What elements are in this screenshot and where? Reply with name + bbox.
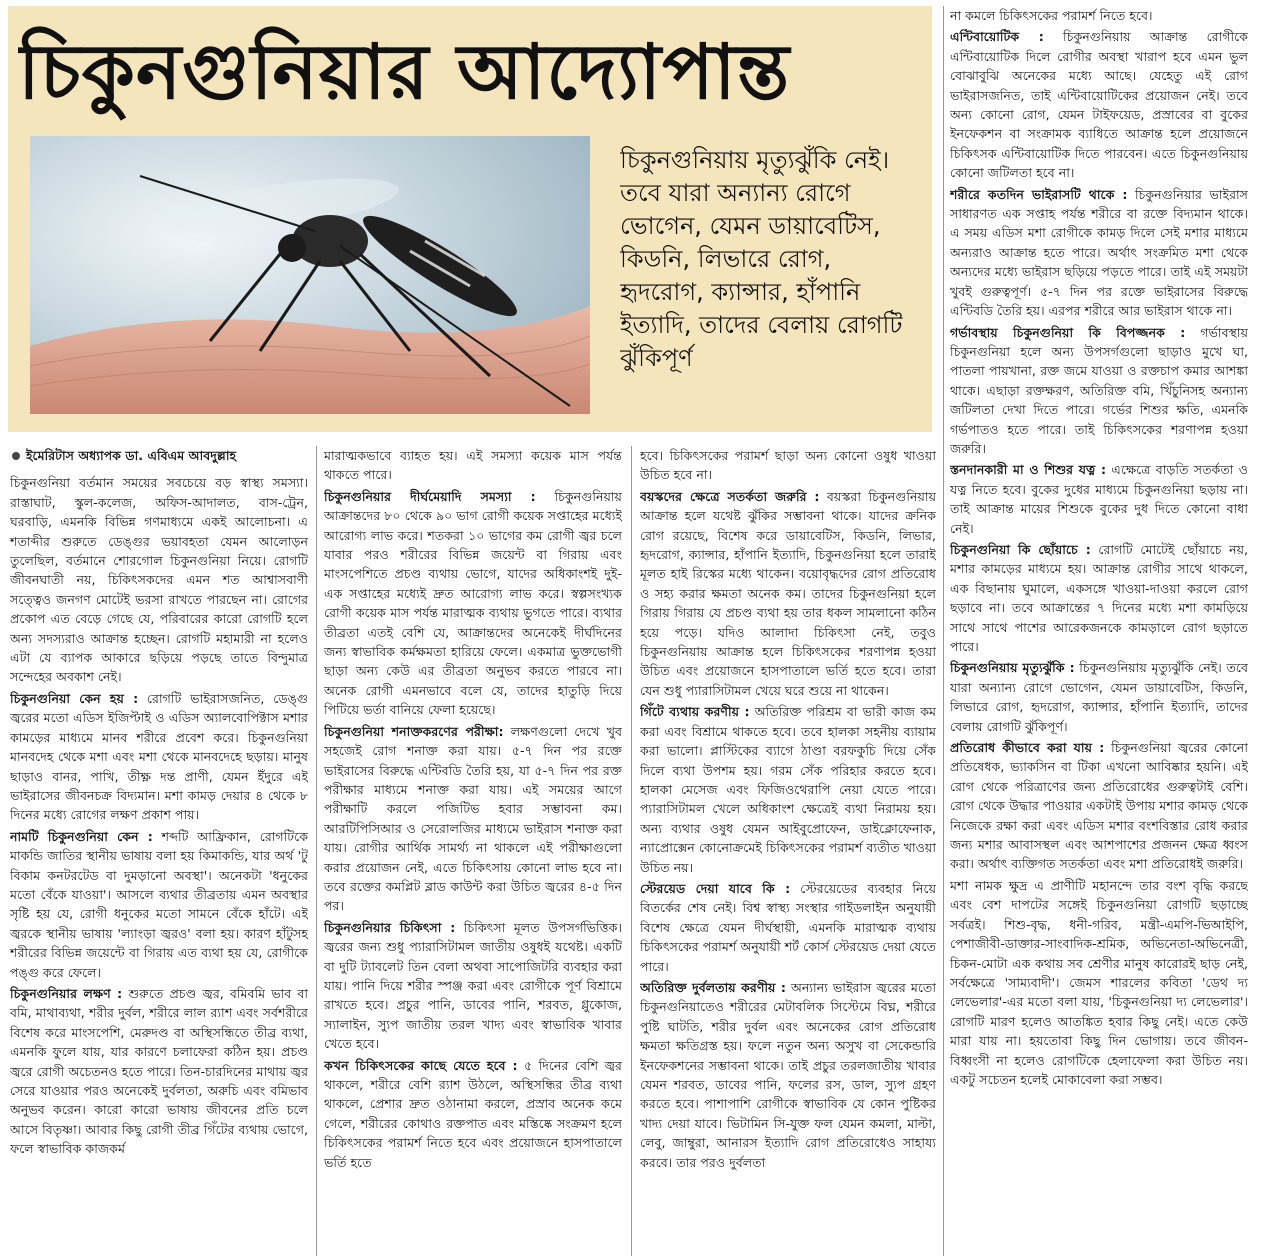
column-body (10, 473, 308, 1158)
paragraph (324, 446, 622, 485)
paragraph (950, 460, 1248, 538)
mosquito-illustration (30, 136, 590, 414)
column-body (640, 446, 936, 1172)
article-column-3 (640, 446, 936, 1256)
paragraph (10, 689, 308, 825)
paragraph-text: হবে। চিকিৎসকের পরামর্শ ছাড়া অন্য কোনো ওষুধ খাওয়া উচিত হবে না। (640, 448, 936, 483)
section-heading: নামটি চিকুনগুনিয়া কেন : (10, 828, 153, 844)
section-heading: কখন চিকিৎসকের কাছে যেতে হবে : (324, 1057, 518, 1073)
section-heading: স্তনদানকারী মা ও শিশুর যত্ন : (950, 462, 1106, 478)
section-heading: অতিরিক্ত দুর্বলতায় করণীয় : (640, 979, 786, 995)
paragraph-text: না কমলে চিকিৎসকের পরামর্শ নিতে হবে। (950, 8, 1153, 23)
column-divider (943, 6, 944, 1256)
section-heading: চিকুনগুনিয়া কি ছোঁয়াচে : (950, 541, 1091, 557)
section-heading: গর্ভাবস্থায় চিকুনগুনিয়া কি বিপজ্জনক : (950, 324, 1186, 340)
section-heading: চিকুনগুনিয়ার লক্ষণ : (10, 985, 123, 1001)
section-heading: চিকুনগুনিয়ার দীর্ঘমেয়াদি সমস্যা : (324, 488, 536, 504)
article-column-2 (324, 446, 622, 1256)
paragraph (640, 446, 936, 485)
paragraph-text: স্টেরয়েডের ব্যবহার নিয়ে বিতর্কের শেষ নেই। বিশ্ব স্বাস্থ্য সংস্থার গাইডলাইন অনুযায়ী বিশেষ ক্ষেত্রে যেমন দীর্ঘস্থায়ী, এমনকি মারাত্মক ব্যথায় চিকিৎসকের পরামর্শ অনুযায়ী শর্ট কোর্স স্টেরয়েড দেয়া যেতে পারে। (640, 880, 936, 974)
byline-text: ইমেরিটাস অধ্যাপক ডা. এবিএম আবদুল্লাহ (26, 448, 237, 463)
paragraph (950, 738, 1248, 874)
article-column-1 (10, 446, 308, 1256)
byline (10, 446, 308, 465)
mosquito-photo (30, 136, 590, 414)
section-heading: চিকুনগুনিয়া শনাক্তকরণের পরীক্ষা: (324, 723, 504, 739)
paragraph (324, 487, 622, 720)
paragraph (640, 879, 936, 976)
paragraph (10, 827, 308, 982)
paragraph-text: এক্ষেত্রে বাড়তি সতর্কতা ও যত্ন নিতে হবে। বুকের দুধের মাধ্যমে চিকুনগুনিয়া ছড়ায় না। তাই আক্রান্ত মায়ের শিশুকে বুকের দুধ দিতে কোনো বাধা নেই। (950, 462, 1248, 536)
paragraph (950, 323, 1248, 459)
section-heading: বয়স্কদের ক্ষেত্রে সতর্কতা জরুরি : (640, 488, 820, 504)
section-heading: চিকুনগুনিয়ায় মৃত্যুঝুঁকি : (950, 660, 1075, 676)
paragraph (950, 27, 1248, 182)
paragraph-text: অতিরিক্ত পরিশ্রম বা ভারী কাজ কম করা এবং বিশ্রামে থাকতে হবে। তবে হালকা সহনীয় ব্যায়াম করা ভালো। প্লাস্টিকের ব্যাগে ঠাণ্ডা বরফকুচি দিয়ে সেঁক দিলে ব্যথা উপশম হয়। গরম সেঁক পরিহার করতে হবে। হালকা মেসেজ এবং ফিজিওথেরাপি নেয়া যেতে পারে। প্যারাসিটামল খেলে অধিকাংশ ক্ষেত্রেই ব্যথা নিরাময় হয়। অন্য ব্যথার ওষুধ যেমন আইবুপ্রোফেন, ডাইক্লোফেনাক, ন্যাপ্রোক্সেন কোনোক্রমেই চিকিৎসকের পরামর্শ ব্যতীত খাওয়া উচিত নয়। (640, 704, 936, 875)
column-divider (631, 446, 632, 1256)
bullet-icon (12, 452, 20, 460)
paragraph-text: চিকুনগুনিয়ার ভাইরাস সাধারণত এক সপ্তাহ পর্যন্ত শরীরে বা রক্তে বিদ্যমান থাকে। এ সময় এডিস মশা রোগীকে কামড় দিলে সেই মশার মাধ্যমে অন্যরাও আক্রান্ত হতে পারে। অর্থাৎ সংক্রমিত মশা থেকে অন্যদের মধ্যে ভাইরাস ছড়িয়ে পড়তে পারে। তাই এই সময়টা খুবই গুরুত্বপূর্ণ। ৫-৭ দিন পর রক্তে ভাইরাসের বিরুদ্ধে এন্টিবডি তৈরি হয়। এরপর শরীরে আর ভাইরাস থাকে না। (950, 186, 1248, 319)
paragraph (640, 487, 936, 700)
paragraph-text: চিকুনগুনিয়া জ্বরের কোনো প্রতিষেধক, ভ্যাকসিন বা টিকা এখনো আবিষ্কার হয়নি। এই রোগ থেকে পরিত্রাণের জন্য প্রতিরোধের গুরুত্বটাই বেশি। রোগ থেকে উদ্ধার পাওয়ার একটাই উপায় মশার কামড় থেকে নিজেকে রক্ষা করা এবং এডিস মশার বংশবিস্তার রোধ করার জন্য মশার আবাসস্থল এবং আশপাশের প্রজনন ক্ষেত্র ধ্বংস করা। অর্থাৎ ব্যক্তিগত সতর্কতা এবং মশা প্রতিরোধই জরুরি। (950, 740, 1248, 872)
column-divider (316, 446, 317, 1256)
section-heading: চিকুনগুনিয়া কেন হয় : (10, 690, 139, 706)
paragraph-text: চিকিৎসা মূলত উপসর্গভিত্তিক। জ্বরের জন্য শুধু প্যারাসিটামল জাতীয় ওষুধই যথেষ্ট। একটি বা দুটি ট্যাবলেট তিন বেলা অথবা সাপোজিটরি ব্যবহার করা যায়। পানি দিয়ে শরীর স্পঞ্জ করা এবং রোগীকে পূর্ণ বিশ্রামে রাখতে হবে। প্রচুর পানি, ডাবের পানি, শরবত, গ্লুকোজ, স্যালাইন, স্যুপ জাতীয় তরল খাদ্য এবং স্বাভাবিক খাবার খেতে হবে। (324, 919, 622, 1052)
section-heading: শরীরে কতদিন ভাইরাসটি থাকে : (950, 186, 1128, 202)
article-header (8, 6, 932, 432)
paragraph-text: শুরুতে প্রচণ্ড জ্বর, বমিবমি ভাব বা বমি, মাথাব্যথা, শরীর দুর্বল, শরীরে লাল র‌্যাশ এবং সর্বশরীরে বিশেষ করে মাংসপেশি, মেরুদণ্ড বা অস্থিসন্ধিতে তীব্র ব্যথা, এমনকি ফুলে যায়, যার কারণে চলাফেরা কঠিন হয়। প্রচণ্ড জ্বরে রোগী অচেতনও হতে পারে। তিন-চারদিনের মাথায় জ্বর সেরে যাওয়ার পরও অনেকেই দুর্বলতা, অরুচি এবং বমিভাব অনুভব করেন। কারো কারো ভাষায় জীবনের প্রতি চলে আসে বিতৃষ্ণা। আবার কিছু রোগী তীব্র গিঁটের ব্যথায় ভোগে, ফলে স্বাভাবিক কাজকর্ম (10, 985, 308, 1157)
paragraph (640, 702, 936, 877)
paragraph-text: ৫ দিনের বেশি জ্বর থাকলে, শরীরে বেশি র‌্যাশ উঠলে, অস্থিসন্ধির তীব্র ব্যথা থাকলে, প্রেশার দ্রুত ওঠানামা করলে, প্রস্রাব অনেক কমে গেলে, শরীরের কোথাও রক্তপাত এবং মস্তিষ্কে সংক্রমণ হলে চিকিৎসকের পরামর্শ নিতে হবে এবং প্রয়োজনে হাসপাতালে ভর্তি হতে (324, 1057, 622, 1170)
paragraph-text: অন্যান্য ভাইরাস জ্বরের মতো চিকুনগুনিয়াতেও শরীরের মেটাবলিক সিস্টেমে বিঘ্ন, শরীরে পুষ্টি ঘাটতি, শরীর দুর্বল এবং অনেকের রোগ প্রতিরোধ ক্ষমতা ক্ষতিগ্রস্ত হয়। ফলে নতুন অন্য অসুখ বা সেকেন্ডারি ইনফেকশনের সম্ভাবনা থাকে। তাই প্রচুর তরলজাতীয় খাবার যেমন শরবত, ডাবের পানি, ফলের রস, ডাল, স্যুপ গ্রহণ করতে হবে। পাশাপাশি রোগীকে স্বাভাবিক যে কোন পুষ্টিকর খাদ্য দেয়া যাবে। ভিটামিন সি-যুক্ত ফল যেমন কমলা, মাল্টা, লেবু, জাম্বুরা, আনারস ইত্যাদি রোগ প্রতিরোধেও সাহায্য করবে। তার পরও দুর্বলতা (640, 979, 936, 1170)
paragraph-text: রোগটি মোটেই ছোঁয়াচে নয়, মশার কামড়ের মাধ্যমে হয়। আক্রান্ত রোগীর সাথে থাকলে, এক বিছানায় ঘুমালে, একসঙ্গে খাওয়া-দাওয়া করলে রোগ ছড়াবে না। তবে আক্রান্তের ৭ দিনের মধ্যে মশা কামড়িয়ে সাথে সাথে পাশের আরেকজনকে কামড়ালে রোগ ছড়াতে পারে। (950, 541, 1248, 654)
section-heading: গিঁটে ব্যথায় করণীয় : (640, 704, 750, 720)
paragraph (950, 6, 1248, 25)
paragraph-text: মারাত্মকভাবে ব্যাহত হয়। এই সমস্যা কয়েক মাস পর্যন্ত থাকতে পারে। (324, 448, 622, 483)
paragraph-text: শব্দটি আফ্রিকান, রোগটিকে মাকন্ডি জাতির স্থানীয় ভাষায় বলা হয় কিমাকন্ডি, যার অর্থ 'টু বিকাম কনটরটেড বা দুমড়ানো অবস্থা'। অনেকটা 'ধনুকের মতো বেঁকে যাওয়া'। আসলে ব্যথার তীব্রতায় এমন অবস্থার সৃষ্টি হয় যে, রোগী ধনুকের মতো সামনে বেঁকে হাঁটে। এই জ্বরকে স্থানীয় ভাষায় 'ল্যাংড়া জ্বরও' বলা হয়। কারণ হাঁটুসহ শরীরের বিভিন্ন জয়েন্টে বা গিরায় এত ব্যথা হয় যে, রোগীকে পঙ্গু করে ফেলে। (10, 828, 308, 980)
paragraph-text: মশা নামক ক্ষুদ্র এ প্রাণীটি মহানন্দে তার বংশ বৃদ্ধি করছে এবং বেশ দাপটের সঙ্গেই চিকুনগুনিয়া রোগটি ছড়াচ্ছে সর্বত্রই। শিশু-বৃদ্ধ, ধনী-গরিব, মন্ত্রী-এমপি-ভিআইপি, পেশাজীবী-ডাক্তার-সাংবাদিক-শ্রমিক, অভিনেতা-অভিনেত্রী, চিকন-মোটা এক কথায় সব শ্রেণীর মানুষ কারোরই ছাড় নেই, সর্বক্ষেত্রে 'সাম্যবাদী'। জেমস শারলের কবিতা 'ডেথ দ্য লেভেলার'-এর মতো বলা যায়, 'চিকুনগুনিয়া দ্য লেভেলার'। রোগটি মারণ হলেও আতঙ্কিত হবার কিছু নেই। এতে কেউ মারা যায় না। হয়তোবা কিছু দিন ভোগায়। তবে জীবন-বিধ্বংসী না হলেও রোগটিকে হেলাফেলা করা উচিত নয়। একটু সচেতন হলেই মোকাবেলা করা সম্ভব। (950, 877, 1248, 1087)
callout-quote: চিকুনগুনিয়ায় মৃত্যুঝুঁকি নেই। তবে যারা অন্যান্য রোগে ভোগেন, যেমন ডায়াবেটিস, কিডনি, লিভারে রোগ, হৃদরোগ, ক্যান্সার, হাঁপানি ইত্যাদি, তাদের বেলায় রোগটি ঝুঁকিপূর্ণ (620, 146, 903, 372)
column-body (324, 446, 622, 1172)
paragraph (950, 658, 1248, 736)
section-heading: এন্টিবায়োটিক : (950, 29, 1044, 45)
paragraph-text: বয়স্করা চিকুনগুনিয়ায় আক্রান্ত হলে যথেষ্ট ঝুঁকির সম্ভাবনা থাকে। যাদের ক্রনিক রোগ রয়েছে, বিশেষ করে ডায়াবেটিস, কিডনি, লিভার, হৃদরোগ, ক্যান্সার, হাঁপানি ইত্যাদি, চিকুনগুনিয়া হলে তারাই মূলত হাই রিস্কের মধ্যে থাকেন। বয়োবৃদ্ধদের রোগ প্রতিরোধ ও সহ্য করার ক্ষমতা অনেক কম। তাদের চিকুনগুনিয়া হলে গিরায় গিরায় যে প্রচণ্ড ব্যথা হয় তার ধকল সামলানো কঠিন হয়ে পড়ে। যদিও আলাদা চিকিৎসা নেই, তবুও চিকুনগুনিয়ায় আক্রান্ত হলে চিকিৎসকের শরণাপন্ন হওয়া উচিত এবং প্রয়োজনে হাসপাতালে ভর্তি হতে হবে। তারা যেন শুধু প্যারাসিটামল খেয়ে ঘরে শুয়ে না থাকেন। (640, 488, 936, 698)
headline: চিকুনগুনিয়ার আদ্যোপান্ত (18, 27, 791, 116)
paragraph (324, 918, 622, 1054)
paragraph-text: লক্ষণগুলো দেখে খুব সহজেই রোগ শনাক্ত করা যায়। ৫-৭ দিন পর রক্তে ভাইরাসের বিরুদ্ধে এন্টিবডি তৈরি হয়, যা ৫-৭ দিন পর রক্ত পরীক্ষার মাধ্যমে শনাক্ত করা যায়। এই সময়ের আগে পরীক্ষাটি করলে পজিটিভ হবার সম্ভাবনা কম। আরটিপিসিআর ও সেরোলজির মাধ্যমে ভাইরাস শনাক্ত করা যায়। রোগীর আর্থিক সামর্থ্য না থাকলে এই পরীক্ষাগুলো করার প্রয়োজন নেই, এতে চিকিৎসায় কোনো লাভ হবে না। তবে রক্তের কমপ্লিট ব্লাড কাউন্ট করা উচিত জ্বরের ৪-৫ দিন পর। (324, 723, 622, 914)
paragraph (324, 722, 622, 916)
section-heading: প্রতিরোধ কীভাবে করা যায় : (950, 740, 1105, 756)
paragraph-text: চিকুনগুনিয়া বর্তমান সময়ের সবচেয়ে বড় স্বাস্থ্য সমস্যা। রাস্তাঘাট, স্কুল-কলেজ, অফিস-আদালত, বাস-ট্রেন, ঘরবাড়ি, এমনকি বিভিন্ন গণমাধ্যমে একই আলোচনা। এ শতাব্দীর শুরুতে ডেঙ্গুর ভয়াবহতা যেমন আলোড়ন তুলেছিল, বর্তমানে শোরগোল চিকুনগুনিয়া নিয়ে। রোগটি জীবনঘাতী নয়, চিকিৎসকদের এমন শত আশ্বাসবাণী সত্ত্বেও জনগণ মোটেই ভরসা রাখতে পারছেন না। রোগের প্রকোপ এত বেড়ে গেছে যে, পরিবারের কারো রোগটি হলে অন্য সদস্যরাও আক্রান্ত হচ্ছেন। রোগটি মহামারী না হলেও এটা যে ব্যাপক আকারে ছড়িয়ে পড়ছে তাতে বিন্দুমাত্র সন্দেহের অবকাশ নেই। (10, 475, 308, 685)
paragraph (324, 1056, 622, 1172)
paragraph-text: চিকুনগুনিয়ায় আক্রান্ত রোগীকে এন্টিবায়োটিক দিলে রোগীর অবস্থা খারাপ হবে এমন ভুল বোঝাবুঝি অনেকের মধ্যে আছে। যেহেতু এই রোগ ভাইরাসজনিত, তাই এন্টিবায়োটিকের প্রয়োজন নেই। তবে অন্য কোনো রোগ, যেমন টাইফয়েড, প্রস্রাবের বা বুকের ইনফেকশন বা সংক্রামক ব্যাধিতে আক্রান্ত হলে প্রয়োজনে চিকিৎসক এন্টিবায়োটিক দিতে পারবেন। এতে চিকুনগুনিয়ায় কোনো জটিলতা হবে না। (950, 29, 1248, 181)
paragraph (950, 876, 1248, 1089)
column-body (950, 6, 1248, 1089)
paragraph-text: গর্ভাবস্থায় চিকুনগুনিয়া হলে অন্য উপসর্গগুলো ছাড়াও মুখে ঘা, পাতলা পায়খানা, রক্ত জমে যাওয়া ও রক্তচাপ কমার আশঙ্কা থাকে। এছাড়া রক্তক্ষরণ, অতিরিক্ত বমি, খিঁচুনিসহ অন্যান্য জটিলতা দেখা দিতে পারে। গর্ভের শিশুর ক্ষতি, এমনকি গর্ভপাতও হতে পারে। তাই চিকিৎসকের শরণাপন্ন হওয়া জরুরি। (950, 324, 1248, 456)
paragraph-text: চিকুনগুনিয়ায় আক্রান্তদের ৮০ থেকে ৯০ ভাগ রোগী কয়েক সপ্তাহের মধ্যেই আরোগ্য লাভ করে। শতকরা ১০ ভাগের কম রোগী জ্বর চলে যাবার পরও শরীরের বিভিন্ন জয়েন্ট বা গিরায় এবং মাংসপেশিতে প্রচণ্ড ব্যথায় ভোগে, যাদের অধিকাংশই দুই-এক সপ্তাহের মধ্যেই দ্রুত আরোগ্য লাভ করে। স্বল্পসংখ্যক রোগী কয়েক মাস পর্যন্ত মারাত্মক ব্যথায় ভুগতে পারে। ব্যথার তীব্রতা এতই বেশি যে, আক্রান্তদের অনেকেই দীর্ঘদিনের জন্য স্বাভাবিক কর্মক্ষমতা হারিয়ে ফেলে। একমাত্র ভুক্তভোগী ছাড়া অন্য কেউ এর তীব্রতা অনুভব করতে পারবে না। অনেক রোগী এমনভাবে বলে যে, তাদের হাতুড়ি দিয়ে পিটিয়ে ভর্তা বানিয়ে ফেলা হয়েছে। (324, 488, 622, 718)
paragraph (640, 978, 936, 1172)
paragraph (10, 473, 308, 686)
paragraph-text: চিকুনগুনিয়ায় মৃত্যুঝুঁকি নেই। তবে যারা অন্যান্য রোগে ভোগেন, যেমন ডায়াবেটিস, কিডনি, লিভারে রোগ, হৃদরোগ, ক্যান্সার, হাঁপানি ইত্যাদি, তাদের বেলায় রোগটি ঝুঁকিপূর্ণ। (950, 660, 1248, 734)
article-column-4 (950, 6, 1248, 1256)
section-heading: চিকুনগুনিয়ার চিকিৎসা : (324, 919, 456, 935)
paragraph (950, 185, 1248, 321)
section-heading: স্টেরয়েড দেয়া যাবে কি : (640, 880, 791, 896)
paragraph (950, 540, 1248, 656)
paragraph-text: রোগটি ভাইরাসজনিত, ডেঙ্গু জ্বরের মতো এডিস ইজিপ্টাই ও এডিস অ্যালবোপিক্টাস মশার কামড়ের মাধ্যমে মানব শরীরে প্রবেশ করে। চিকুনগুনিয়া মানবদেহ থেকে মশা এবং মশা থেকে মানবদেহে ছড়ায়। মানুষ ছাড়াও বানর, পাখি, তীক্ষ্ণ দন্ত প্রাণী, যেমন ইঁদুরে এই ভাইরাসের জীবনচক্র বিদ্যমান। মশা কামড় দেয়ার ৪ থেকে ৮ দিনের মধ্যে রোগের লক্ষণ প্রকাশ পায়। (10, 690, 308, 823)
paragraph (10, 984, 308, 1159)
